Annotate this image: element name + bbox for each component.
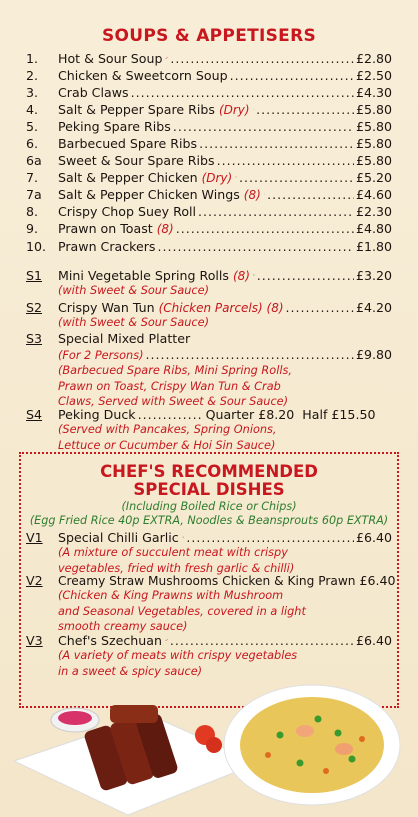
item-name: Mini Vegetable Spring Rolls <box>58 268 229 283</box>
item-name: Crab Claws <box>58 85 129 100</box>
chef-including: (Including Boiled Rice or Chips) <box>121 500 297 513</box>
menu-item <box>26 169 392 187</box>
menu-item <box>26 203 392 221</box>
item-price: £5.80 <box>355 102 392 117</box>
chef-title: CHEF'S RECOMMENDED <box>100 462 318 481</box>
item-number: 3. <box>26 85 39 100</box>
item-name: Salt & Pepper Chicken Wings <box>58 187 240 202</box>
item-description: (Served with Pancakes, Spring Onions, Lettuce or Cucumber & Hoi Sin Sauce) <box>58 423 277 452</box>
item-number: V1 <box>26 530 43 545</box>
food-photo <box>0 675 418 817</box>
item-description: (A mixture of succulent meat with crispy vegetables, fried with fresh garlic & chilli) <box>58 546 295 575</box>
item-note: (Dry) <box>201 171 233 185</box>
item-number: 7. <box>26 170 39 185</box>
item-name: Chicken & Sweetcorn Soup <box>58 68 228 83</box>
section-title-soups: SOUPS & APPETISERS <box>101 26 317 46</box>
leaf-icon <box>253 270 255 280</box>
leader-dots <box>158 238 354 256</box>
sweet-sour-sauce <box>58 711 92 725</box>
menu-item <box>26 67 392 85</box>
menu-item <box>26 50 392 68</box>
item-price: £5.80 <box>355 119 392 134</box>
item-name: Barbecued Spare Ribs <box>58 136 198 151</box>
item-price: £6.40 <box>359 573 396 588</box>
item-number: 4. <box>26 102 39 117</box>
item-note: (Chicken Parcels) (8) <box>158 301 284 315</box>
egg-fried-rice <box>240 697 384 793</box>
item-note: (8) <box>243 188 261 202</box>
item-description: (with Sweet & Sour Sauce) <box>58 316 209 329</box>
item-price: £4.80 <box>355 221 392 236</box>
item-price: £3.20 <box>355 268 392 283</box>
item-name: Peking Duck <box>58 407 136 422</box>
item-price: £6.40 <box>355 633 392 648</box>
item-number: S4 <box>26 407 43 422</box>
menu-item <box>26 238 392 256</box>
chili-pepper-icon <box>253 104 255 114</box>
chili-pepper-icon <box>165 635 168 645</box>
item-note: (8) <box>156 222 174 236</box>
chili-pepper-icon <box>235 172 237 182</box>
item-note: (For 2 Persons) <box>58 349 144 362</box>
item-number: S2 <box>26 300 43 315</box>
item-number: 7a <box>26 187 42 202</box>
item-number: 6. <box>26 136 39 151</box>
item-number: V2 <box>26 573 43 588</box>
item-name: Salt & Pepper Spare Ribs <box>58 102 215 117</box>
item-number: 6a <box>26 153 42 168</box>
item-price: £4.60 <box>355 187 392 202</box>
chili-pepper-icon <box>264 189 265 199</box>
item-price: £5.20 <box>355 170 392 185</box>
chili-pepper-icon <box>165 53 168 63</box>
item-number: 10. <box>26 239 47 254</box>
item-name: Prawn Crackers <box>58 239 156 254</box>
leader-dots <box>170 50 354 68</box>
menu-item <box>26 186 392 204</box>
leader-dots <box>256 101 354 119</box>
chef-extra: (Egg Fried Rice 40p EXTRA, Noodles & Beansprouts 60p EXTRA) <box>29 514 389 527</box>
item-price: £4.30 <box>355 85 392 100</box>
item-price: £5.80 <box>355 136 392 151</box>
item-number: 8. <box>26 204 39 219</box>
item-description: (Chicken & King Prawns with Mushroom and Seasonal Vegetables, covered in a light smooth creamy sauce) <box>58 589 306 633</box>
leader-dots <box>173 118 354 136</box>
leader-dots <box>198 203 354 221</box>
item-price: £2.50 <box>355 68 392 83</box>
menu-item <box>26 220 392 238</box>
item-description: (A variety of meats with crispy vegetables in a sweet & spicy sauce) <box>58 649 298 678</box>
item-number: S1 <box>26 268 43 283</box>
leader-dots <box>131 84 354 102</box>
item-name: Hot & Sour Soup <box>58 51 163 66</box>
item-name: Crispy Wan Tun <box>58 300 155 315</box>
menu-item <box>26 84 392 102</box>
item-price: £9.80 <box>355 347 392 362</box>
item-price: £2.30 <box>355 204 392 219</box>
item-name: Peking Spare Ribs <box>58 119 171 134</box>
item-price: £6.40 <box>355 530 392 545</box>
chef-subtitle: SPECIAL DISHES <box>133 480 285 499</box>
leader-dots <box>199 135 354 153</box>
menu-item-s3-persons <box>26 346 392 364</box>
item-number: S3 <box>26 331 43 346</box>
item-name: Sweet & Sour Spare Ribs <box>58 153 215 168</box>
item-name: Special Mixed Platter <box>58 331 191 346</box>
item-note: (8) <box>232 269 250 283</box>
item-number: V3 <box>26 633 43 648</box>
item-name: Creamy Straw Mushrooms Chicken & King Prawn <box>58 574 356 588</box>
item-number: 1. <box>26 51 39 66</box>
leader-dots <box>176 220 354 238</box>
item-price-quarter: Quarter £8.20 <box>205 407 295 422</box>
item-price-half: Half £15.50 <box>302 407 376 422</box>
menu-item <box>26 118 392 136</box>
leader-dots <box>146 346 354 364</box>
item-price: £2.80 <box>355 51 392 66</box>
item-note: (Dry) <box>218 103 250 117</box>
chili-pepper-icon <box>182 532 185 542</box>
item-number: 2. <box>26 68 39 83</box>
menu-item <box>26 152 392 170</box>
item-name: Special Chilli Garlic <box>58 530 179 545</box>
item-name: Prawn on Toast <box>58 221 153 236</box>
item-number: 9. <box>26 221 39 236</box>
item-price: £5.80 <box>355 153 392 168</box>
item-name: Chef's Szechuan <box>58 633 162 648</box>
item-name: Crispy Chop Suey Roll <box>58 204 197 219</box>
leader-dots <box>230 67 354 85</box>
menu-item <box>26 101 392 119</box>
leader-dots <box>217 152 354 170</box>
item-price: £4.20 <box>355 300 392 315</box>
item-price: £1.80 <box>355 239 392 254</box>
item-description: (with Sweet & Sour Sauce) <box>58 284 209 297</box>
item-name: Salt & Pepper Chicken <box>58 170 198 185</box>
menu-item <box>26 135 392 153</box>
leader-dots <box>239 169 354 187</box>
item-description: (Barbecued Spare Ribs, Mini Spring Rolls, Prawn on Toast, Crispy Wan Tun & Crab Claws, Served with Sweet & Sour Sauce) <box>58 364 292 408</box>
leader-dots <box>267 186 354 204</box>
item-number: 5. <box>26 119 39 134</box>
